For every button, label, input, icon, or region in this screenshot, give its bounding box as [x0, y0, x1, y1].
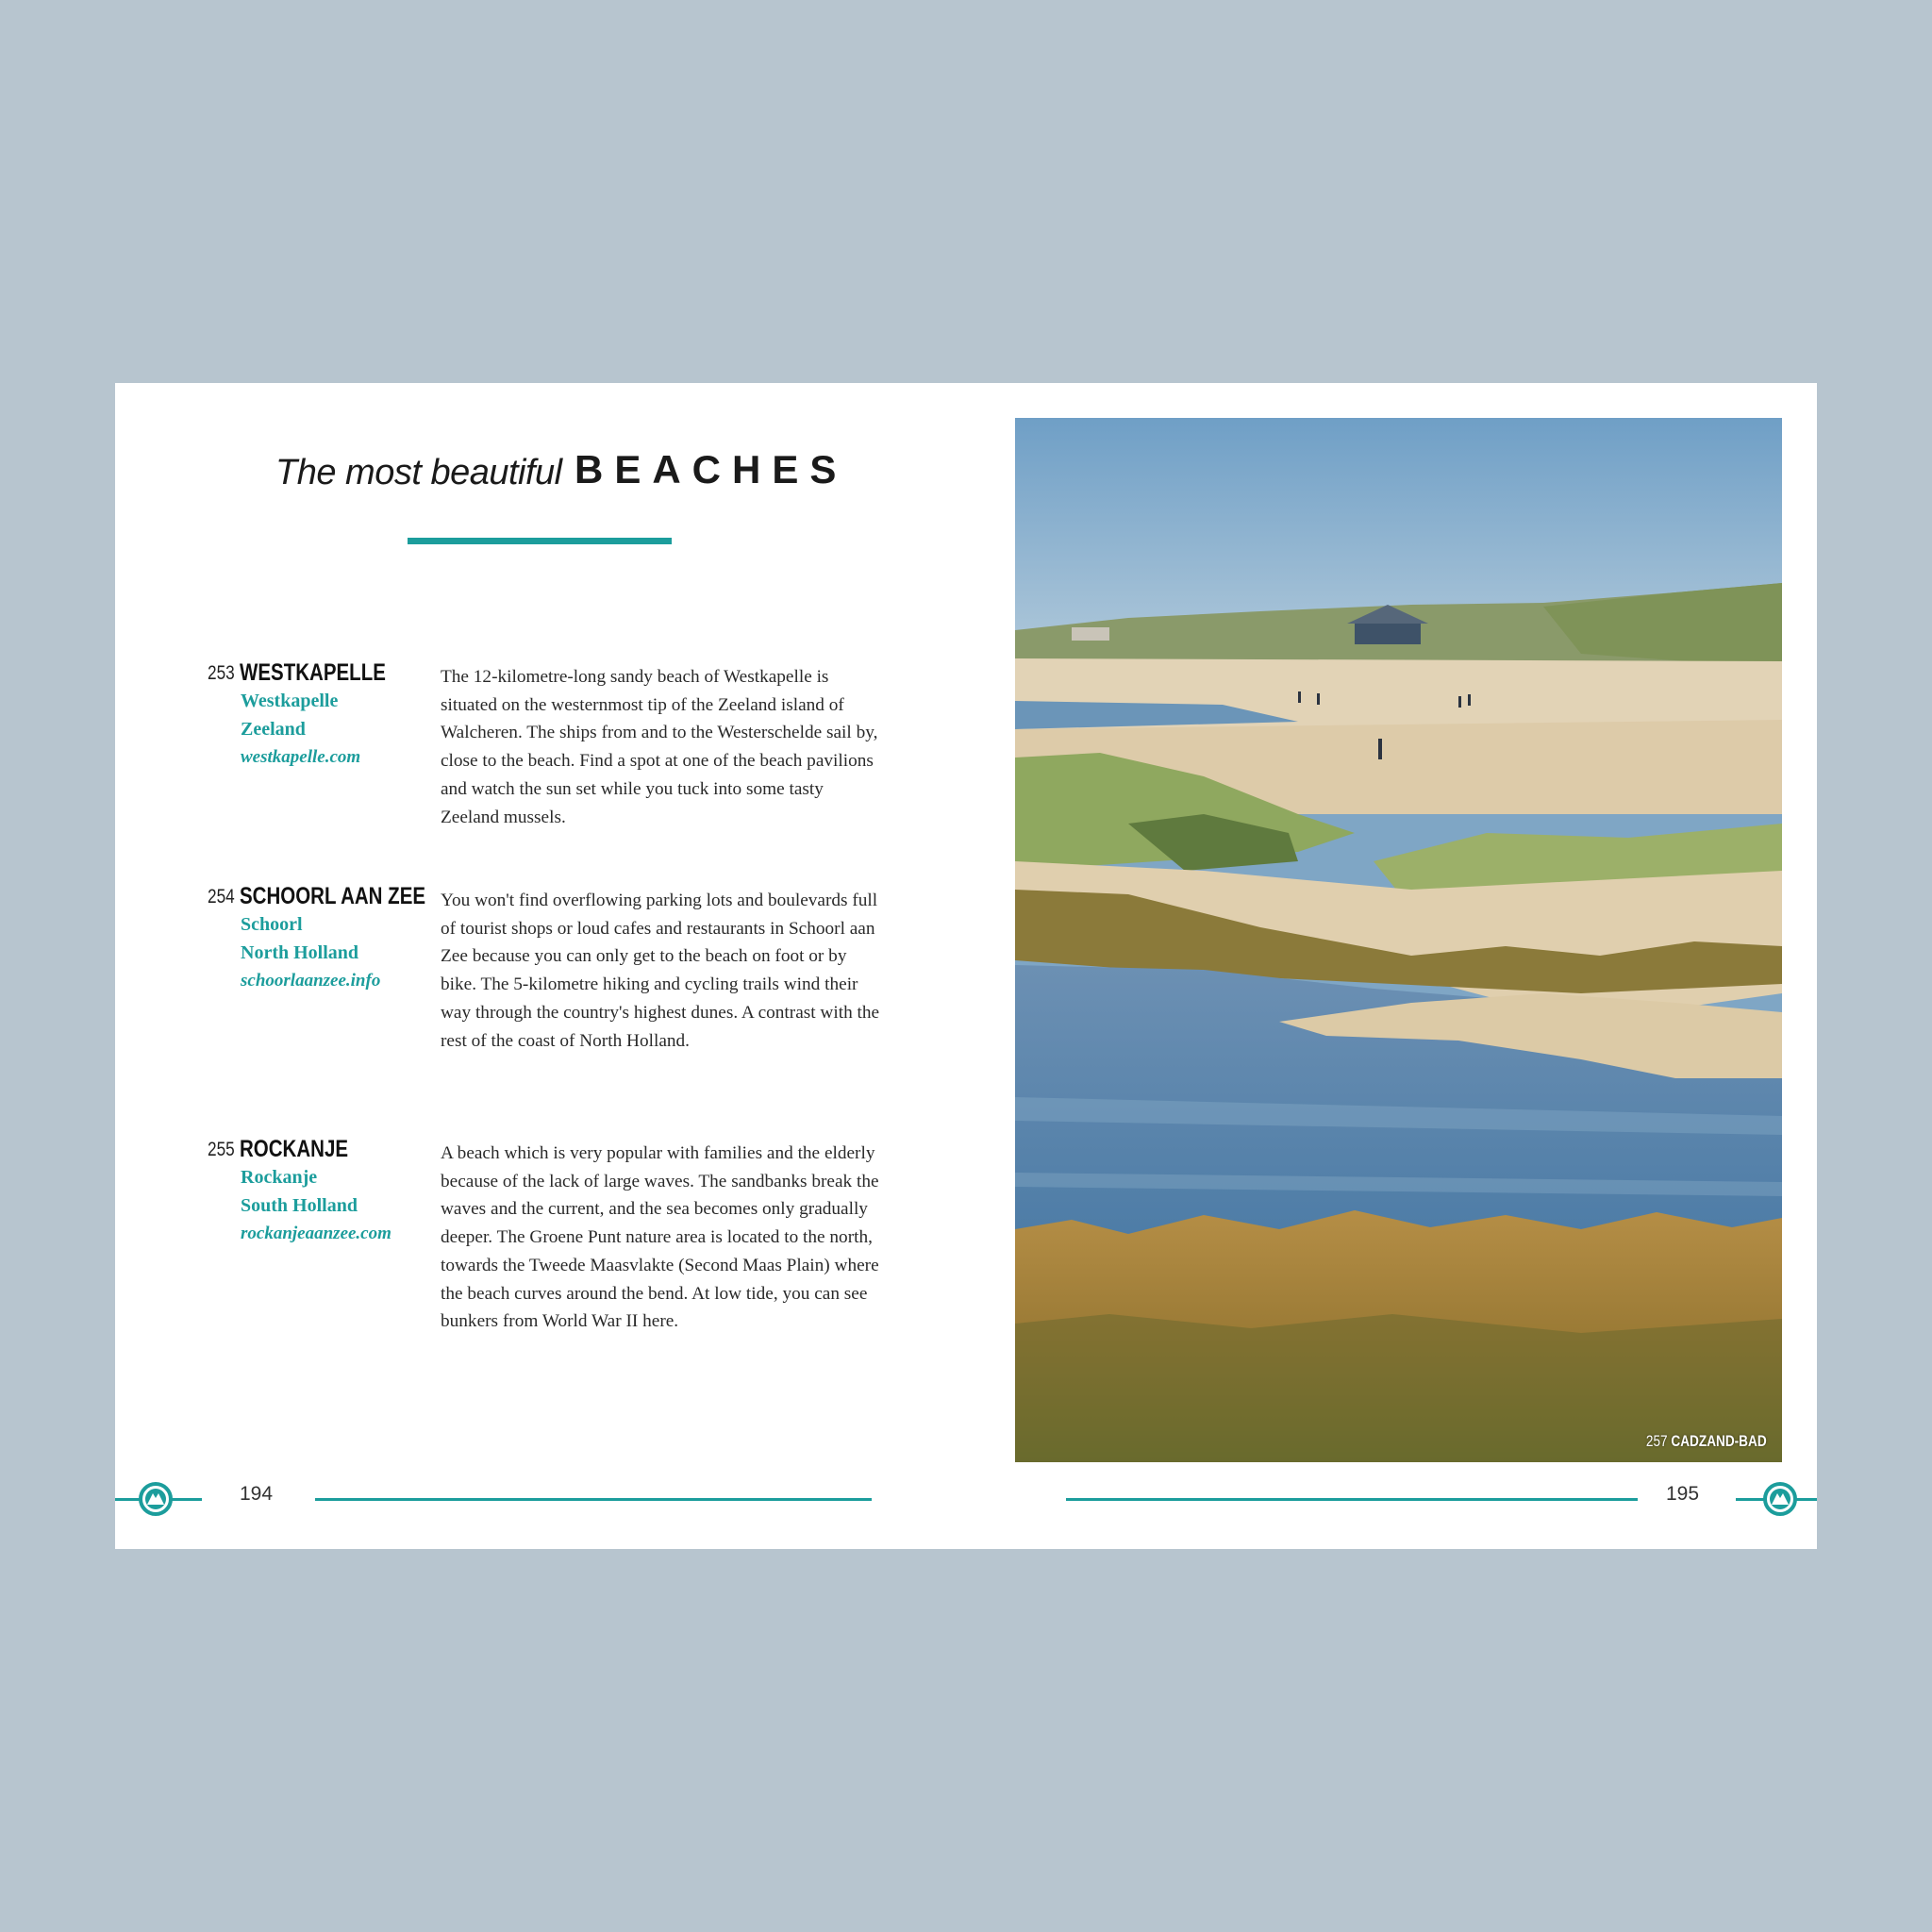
entry-description: You won't find overflowing parking lots and boulevards full of tourist shops or loud cafes and restaurants in Schoorl aan Zee because you can only get to the beach on foot or by bike. The 5-kilometre hiking and cycling trails wind their way through the country's highest dunes. A contrast with the rest of the coast of North Holland.	[441, 891, 880, 1051]
photo-caption-name: CADZAND-BAD	[1671, 1432, 1767, 1450]
footer-rule-left	[315, 1498, 872, 1501]
entry-description: The 12-kilometre-long sandy beach of Westkapelle is situated on the westernmost tip of the Zeeland island of Walcheren. The ships from and to the Westerschelde sail by, close to the beach. Find a spot at one of the beach pavilions and watch the sun set while you tuck into some tasty Zeeland mussels.	[441, 667, 878, 827]
entry-name: WESTKAPELLE	[240, 659, 386, 686]
mountain-logo-icon	[138, 1481, 174, 1517]
book-spread	[115, 383, 1817, 1549]
entry-region: South Holland	[241, 1195, 358, 1216]
title-prefix: The most beautiful	[275, 453, 562, 492]
entry-place: Schoorl	[241, 914, 303, 935]
footer-rule-right	[1066, 1498, 1638, 1501]
entry-place: Rockanje	[241, 1167, 318, 1188]
entry-number: 253	[208, 662, 235, 684]
photo-caption-number: 257	[1646, 1432, 1668, 1450]
photo-caption	[1646, 1432, 1767, 1451]
entry-number: 255	[208, 1139, 235, 1160]
entry-website-link[interactable]: westkapelle.com	[241, 747, 361, 767]
mountain-logo-icon	[1762, 1481, 1798, 1517]
entry-region: Zeeland	[241, 719, 306, 740]
entry-meta	[241, 687, 360, 772]
entry-meta	[241, 1163, 391, 1248]
page-number-right: 195	[1666, 1483, 1700, 1505]
beach-photo	[1015, 418, 1782, 1462]
entry-website-link[interactable]: schoorlaanzee.info	[241, 971, 381, 991]
title-main: BEACHES	[575, 447, 848, 491]
entry-region: North Holland	[241, 942, 359, 963]
entry-name: SCHOORL AAN ZEE	[240, 883, 426, 909]
entry-number: 254	[208, 886, 235, 908]
entry-description: A beach which is very popular with families and the elderly because of the lack of large waves. The sandbanks break the waves and the current, and the sea becomes only gradually deeper. The Groene Punt nature area is located to the north, towards the Tweede Maasvlakte (Second Maas Plain) where the beach curves around the bend. At low tide, you can see bunkers from World War II here.	[441, 1143, 879, 1332]
entry-name: ROCKANJE	[240, 1136, 349, 1162]
beach-photo-image	[1015, 418, 1782, 1462]
entry-place: Westkapelle	[241, 691, 339, 711]
entry-meta	[241, 910, 380, 995]
page-number-left: 194	[240, 1483, 274, 1505]
title-underline	[408, 538, 672, 544]
entry-website-link[interactable]: rockanjeaanzee.com	[241, 1224, 391, 1243]
